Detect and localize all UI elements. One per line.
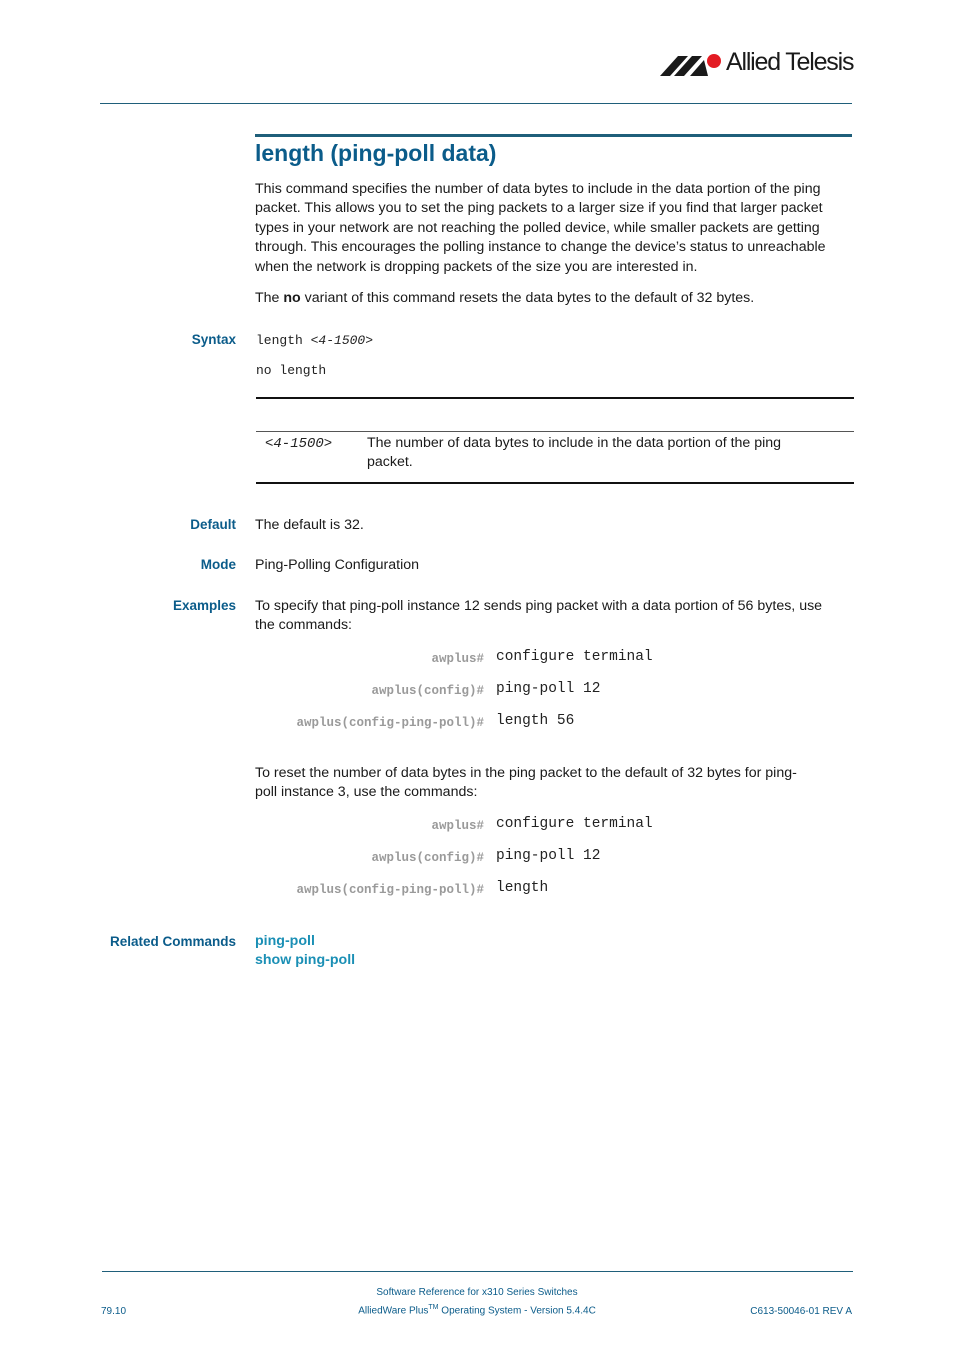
mode-label: Mode: [200, 557, 236, 572]
command-text: ping-poll 12: [496, 848, 601, 864]
example-2-intro: [255, 764, 855, 803]
table-header-rule: [256, 431, 854, 432]
page-number: 79.10: [101, 1306, 127, 1317]
company-logo: [660, 50, 856, 82]
syntax-line-1: [256, 333, 373, 348]
command-text: length 56: [496, 713, 575, 729]
related-commands-label: Related Commands: [109, 934, 236, 949]
table-bottom-rule: [256, 482, 854, 484]
intro-paragraph: This command specifies the number of data bytes to include in the data portion of the ping packet. This allows you to set the ping packets to a larger size if you find that larger packet types in your network are not reaching the polled device, while smaller packets are getting through. This encourages the polling instance to change the device’s status to unreachable when the network is dropping packets of the size you are interested in.: [255, 181, 826, 275]
no-variant-paragraph: [255, 289, 855, 308]
command-text: length: [496, 880, 549, 896]
examples-label: Examples: [172, 598, 236, 613]
document-id: C613-50046-01 REV A: [750, 1306, 852, 1317]
command-prompt: awplus#: [431, 819, 484, 833]
trademark-mark: TM: [428, 1304, 439, 1311]
param-description: [367, 434, 781, 473]
command-prompt: awplus(config-ping-poll)#: [296, 716, 484, 730]
param-cell: <4-1500>: [265, 436, 333, 452]
mode-text: Ping-Polling Configuration: [255, 557, 420, 573]
command-text: configure terminal: [496, 649, 653, 665]
default-text: The default is 32.: [255, 517, 364, 533]
footer-product: AlliedWare Plus: [358, 1305, 429, 1317]
no-variant-text-before: The: [255, 290, 284, 306]
footer-title: Software Reference for x310 Series Switches: [376, 1287, 578, 1298]
footer-os-version: Operating System - Version 5.4.4C: [438, 1305, 596, 1317]
syntax-command: length: [256, 333, 311, 348]
example-1-intro: [255, 597, 855, 636]
logo-wordmark: Allied Telesis: [726, 48, 854, 76]
page-title: length (ping-poll data): [255, 140, 497, 166]
command-text: configure terminal: [496, 816, 653, 832]
syntax-parameter: <4-1500>: [310, 333, 374, 348]
example-1-intro-line-1: To specify that ping-poll instance 12 sends ping packet with a data portion of 56 bytes, use: [255, 598, 823, 614]
title-rule: [255, 134, 852, 137]
syntax-line-2: no length: [256, 363, 327, 378]
command-text: ping-poll 12: [496, 681, 601, 697]
default-label: Default: [190, 517, 236, 532]
example-2-intro-line-1: To reset the number of data bytes in the ping packet to the default of 32 bytes for ping-: [255, 765, 797, 781]
logo-mark-icon: [660, 52, 724, 78]
no-variant-text-after: variant of this command resets the data bytes to the default of 32 bytes.: [300, 290, 755, 306]
header-rule: [100, 103, 852, 104]
param-description-line-1: The number of data bytes to include in the data portion of the ping: [367, 435, 782, 451]
param-description-line-2: packet.: [367, 454, 413, 471]
syntax-label: Syntax: [191, 332, 236, 347]
related-link-ping-poll[interactable]: ping-poll: [255, 933, 315, 949]
example-2-intro-line-2: poll instance 3, use the commands:: [255, 784, 478, 801]
command-prompt: awplus(config-ping-poll)#: [296, 883, 484, 897]
example-1-intro-line-2: the commands:: [255, 617, 352, 634]
footer-rule: [102, 1271, 853, 1272]
command-prompt: awplus#: [431, 652, 484, 666]
table-top-rule: [256, 397, 854, 399]
command-prompt: awplus(config)#: [371, 851, 484, 865]
no-keyword: no: [283, 290, 301, 306]
related-link-show-ping-poll[interactable]: show ping-poll: [255, 952, 356, 968]
command-prompt: awplus(config)#: [371, 684, 484, 698]
